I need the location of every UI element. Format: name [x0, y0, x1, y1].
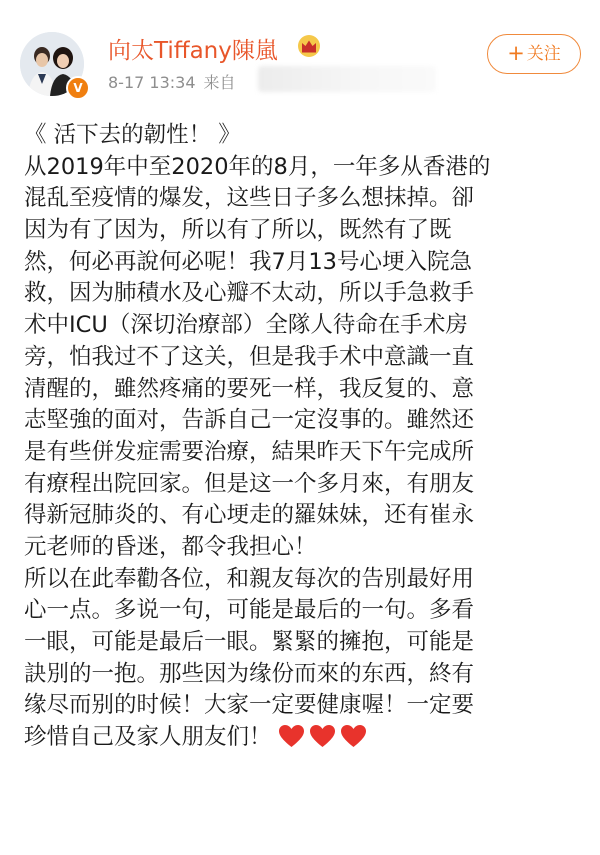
- plus-icon: +: [507, 41, 525, 65]
- post-line: 訣別的一抱。那些因为缘份而來的东西，終有: [24, 660, 475, 687]
- source-label: 来自: [203, 73, 236, 92]
- follow-label: 关注: [526, 44, 561, 64]
- post-header: [0, 0, 600, 105]
- post-line: 一眼，可能是最后一眼。緊緊的擁抱，可能是: [24, 629, 475, 655]
- post-line: 珍惜自己及家人朋友们！: [24, 724, 272, 751]
- post-meta: [108, 70, 236, 93]
- emoji-hearts: [278, 724, 371, 758]
- username[interactable]: 向太Tiffany陳嵐: [108, 38, 278, 64]
- timestamp: 8-17 13:34: [108, 73, 196, 92]
- heart-icon: [340, 724, 367, 748]
- post-line: 缘尽而别的时候！大家一定要健康喔！一定要: [24, 692, 475, 719]
- redacted-source: [258, 66, 436, 92]
- heart-icon: [278, 724, 305, 748]
- post-line: 因为有了因为，所以有了所以，既然有了既: [24, 217, 452, 244]
- post-line: 元老师的昏迷，都令我担心！: [24, 533, 317, 560]
- post-line: 旁，怕我过不了这关，但是我手术中意識一直: [24, 343, 475, 370]
- post-line: 心一点。多说一句，可能是最后的一句。多看: [24, 597, 475, 624]
- post-last-line: [24, 722, 580, 754]
- post-line: 清醒的，雖然疼痛的要死一样，我反复的、意: [24, 375, 475, 402]
- post-line: 有療程出院回家。但是这一个多月來，有朋友: [24, 470, 475, 497]
- heart-icon: [309, 724, 336, 748]
- crown-icon: [296, 34, 322, 58]
- follow-button[interactable]: [487, 34, 581, 74]
- post-line: 救，因为肺積水及心瓣不太动，所以手急救手: [24, 280, 475, 307]
- post-line: 混乱至疫情的爆发，这些日子多么想抹掉。卻: [24, 185, 475, 212]
- post-body: [24, 120, 580, 754]
- post-line: 所以在此奉勸各位，和親友每次的告別最好用: [24, 565, 475, 592]
- post-line: 《 活下去的韌性！ 》: [24, 122, 241, 148]
- post-line: 术中ICU（深切治療部）全隊人待命在手术房: [24, 312, 468, 339]
- post-line: 然，何必再說何必呢！我7月13号心埂入院急: [24, 248, 472, 275]
- post-line: 是有些併发症需要治療，結果昨天下午完成所: [24, 438, 475, 465]
- post-line: 志堅強的面对，告訴自己一定沒事的。雖然还: [24, 407, 475, 434]
- post-line: 得新冠肺炎的、有心埂走的羅妹妹，还有崔永: [24, 502, 475, 529]
- verified-badge: V: [66, 76, 90, 100]
- post-line: 从2019年中至2020年的8月，一年多从香港的: [24, 153, 491, 180]
